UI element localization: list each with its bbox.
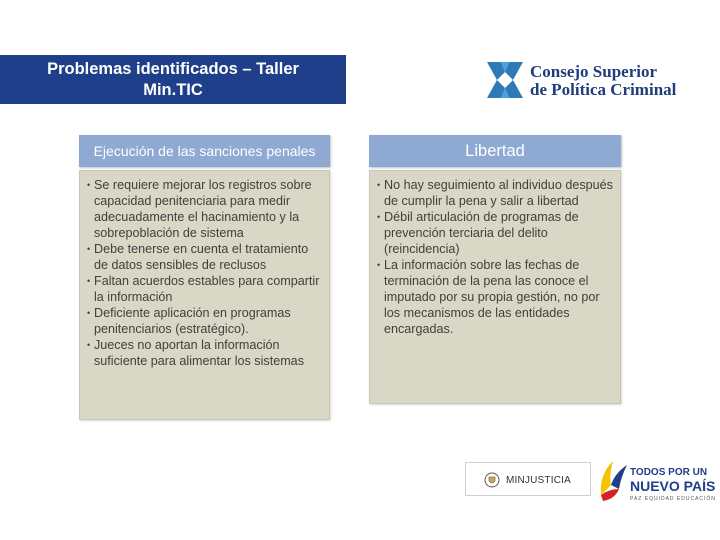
right-column-heading xyxy=(369,135,621,167)
list-item-text: Debe tenerse en cuenta el tratamiento de datos sensibles de reclusos xyxy=(94,242,309,272)
slide-title-line1: Problemas identificados – Taller xyxy=(47,59,299,78)
crest-icon xyxy=(484,472,500,488)
todos-logo-line2: NUEVO PAÍS xyxy=(630,478,716,494)
minjusticia-label: MINJUSTICIA xyxy=(506,475,571,486)
list-item-text: Faltan acuerdos estables para compartir la información xyxy=(94,274,320,304)
todos-por-un-nuevo-pais-logo xyxy=(597,455,716,507)
list-item: • La información sobre las fechas de terminación de la pena las conoce el imputado por su propia gestión, no por los mecanismos de las entidades encargadas. xyxy=(377,258,600,336)
left-column-heading xyxy=(79,135,330,167)
minjusticia-logo xyxy=(465,462,591,496)
list-item: • Deficiente aplicación en programas penitenciarios (estratégico). xyxy=(87,306,291,336)
bird-icon xyxy=(597,455,629,505)
right-column-list xyxy=(377,177,614,337)
right-column-panel xyxy=(369,170,621,404)
list-item: • No hay seguimiento al individuo después de cumplir la pena y salir a libertad xyxy=(377,178,613,208)
consejo-logo-line1: Consejo Superior xyxy=(530,62,658,81)
todos-logo-line3: PAZ EQUIDAD EDUCACIÓN xyxy=(630,496,716,502)
list-item: • Jueces no aportan la información suficiente para alimentar los sistemas xyxy=(87,338,304,368)
left-column-panel xyxy=(79,170,330,420)
slide-title-line2: Min.TIC xyxy=(143,80,203,99)
list-item: • Se requiere mejorar los registros sobre capacidad penitenciaria para medir adecuadamente el hacinamiento y la sobrepoblación de sistema xyxy=(87,178,312,240)
list-item: • Debe tenerse en cuenta el tratamiento de datos sensibles de reclusos xyxy=(87,242,309,272)
right-column-heading-text: Libertad xyxy=(465,141,525,160)
list-item-text: No hay seguimiento al individuo después de cumplir la pena y salir a libertad xyxy=(384,178,613,208)
left-column-list xyxy=(87,177,323,369)
todos-logo-line1: TODOS POR UN xyxy=(630,467,708,478)
list-item-text: La información sobre las fechas de terminación de la pena las conoce el imputado por su propia gestión, no por los mecanismos de las entidades encargadas. xyxy=(384,258,600,336)
slide-title xyxy=(0,55,346,104)
list-item-text: Se requiere mejorar los registros sobre capacidad penitenciaria para medir adecuadamente el hacinamiento y la sobrepoblación de sistema xyxy=(94,178,312,240)
list-item: • Faltan acuerdos estables para compartir la información xyxy=(87,274,320,304)
list-item-text: Débil articulación de programas de prevención terciaria del delito (reincidencia) xyxy=(384,210,579,256)
list-item: • Débil articulación de programas de prevención terciaria del delito (reincidencia) xyxy=(377,210,579,256)
left-column-heading-text: Ejecución de las sanciones penales xyxy=(93,142,316,159)
consejo-emblem-icon xyxy=(487,62,523,98)
consejo-logo-line2: de Política Criminal xyxy=(530,80,677,99)
list-item-text: Deficiente aplicación en programas penitenciarios (estratégico). xyxy=(94,306,291,336)
consejo-logo xyxy=(487,62,707,100)
list-item-text: Jueces no aportan la información suficiente para alimentar los sistemas xyxy=(94,338,304,368)
